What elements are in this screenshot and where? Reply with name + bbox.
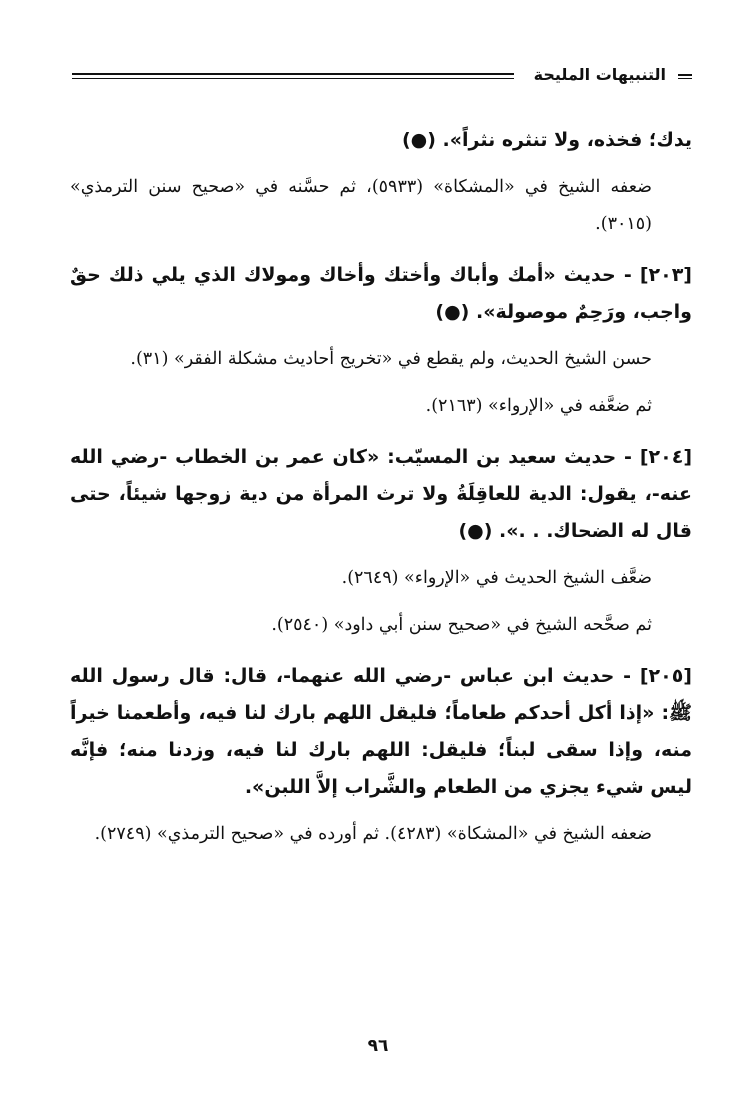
hadith-text: - حديث سعيد بن المسيّب: «كان عمر بن الخطاب -رضي الله عنه-، يقول: الدية للعاقِلَةُ ولا ترث المرأة من دية زوجها شيئاً، حتى قال له الضحاك. . .». (●) (70, 446, 692, 542)
header-rule (72, 73, 514, 79)
running-header (72, 64, 692, 88)
hadith-number: [٢٠٣] (639, 264, 692, 286)
hadith-205 (70, 658, 692, 806)
header-title: التنبيهات المليحة (533, 65, 666, 84)
hadith-number: [٢٠٤] (639, 446, 692, 468)
takhrij-note: ضعفه الشيخ في «المشكاة» (٤٢٨٣). ثم أورده في «صحيح الترمذي» (٢٧٤٩). (94, 824, 652, 844)
header-dash (678, 74, 692, 79)
takhrij-note: ثم ضعَّفه في «الإرواء» (٢١٦٣). (425, 396, 652, 416)
takhrij-note: ضعَّف الشيخ الحديث في «الإرواء» (٢٦٤٩). (341, 568, 652, 588)
takhrij-note: حسن الشيخ الحديث، ولم يقطع في «تخريج أحاديث مشكلة الفقر» (٣١). (130, 349, 652, 369)
hadith-204 (70, 439, 692, 550)
hadith-number: [٢٠٥] (639, 665, 692, 687)
hadith-text: - حديث «أمك وأباك وأختك وأخاك ومولاك الذي يلي ذلك حقٌ واجب، ورَحِمٌ موصولة». (●) (70, 264, 692, 323)
hadith-continuation: يدك؛ فخذه، ولا تنثره نثراً». (●) (401, 129, 692, 151)
page-body (70, 122, 692, 853)
hadith-text: - حديث ابن عباس -رضي الله عنهما-، قال: قال رسول الله ﷺ: «إذا أكل أحدكم طعاماً؛ فليقل اللهم بارك لنا فيه، وأطعمنا خيراً منه، وإذا سقى لبناً؛ فليقل: اللهم بارك لنا فيه، وزدنا منه؛ فإنَّه ليس شيء يجزي من الطعام والشَّراب إلاَّ اللبن». (70, 665, 692, 798)
page-number: ٩٦ (367, 1036, 389, 1056)
hadith-203 (70, 257, 692, 331)
takhrij-note: ثم صحَّحه الشيخ في «صحيح سنن أبي داود» (٢٥٤٠). (271, 615, 652, 635)
takhrij-note: ضعفه الشيخ في «المشكاة» (٥٩٣٣)، ثم حسَّنه في «صحيح سنن الترمذي» (٣٠١٥). (70, 177, 653, 234)
